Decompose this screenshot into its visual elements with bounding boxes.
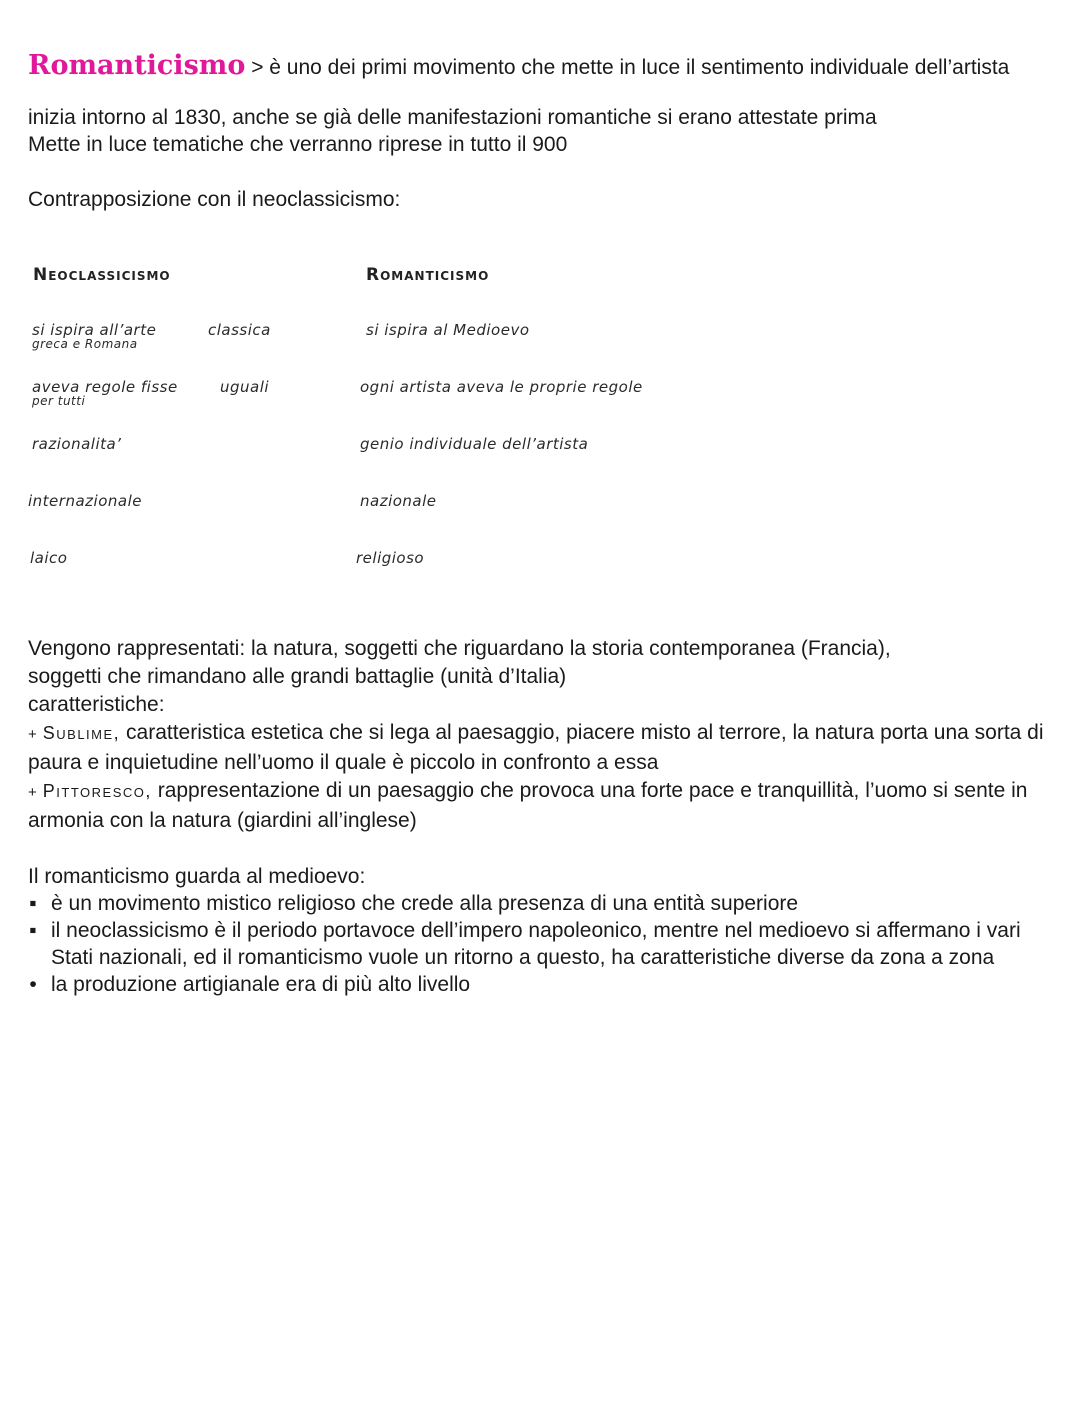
right-cell-2: ogni artista aveva le proprie regole: [360, 378, 643, 396]
left-cell-2: [32, 378, 178, 407]
document-page: [28, 48, 1058, 998]
left-cell-2-main: aveva regole fisse: [32, 378, 178, 396]
left-cell-1-extra: classica: [208, 321, 271, 339]
characteristics-section: [28, 635, 1058, 835]
pittoresco-text: rappresentazione di un paesaggio che provoca una forte pace e tranquillità, l’uomo si sente in armonia con la natura (giardini all’inglese): [28, 779, 1028, 832]
left-cell-2-sub: per tutti: [32, 394, 86, 408]
list-item: [28, 917, 1058, 971]
represented-line-1: Vengono rappresentati: la natura, soggetti che riguardano la storia contemporanea (Francia),: [28, 637, 891, 660]
pittoresco-label: Pittoresco,: [42, 781, 152, 801]
left-cell-2-extra: uguali: [220, 378, 270, 396]
bullet-icon: ▪: [29, 892, 37, 915]
left-cell-5: laico: [30, 549, 68, 567]
left-cell-3: razionalita’: [32, 435, 122, 453]
plus-icon: +: [28, 726, 37, 743]
left-cell-4: internazionale: [28, 492, 142, 510]
neoclassicismo-header: Neoclassicismo: [33, 265, 171, 285]
paragraph-1-line-2: Mette in luce tematiche che verranno riprese in tutto il 900: [28, 133, 568, 156]
paragraph-2: Contrapposizione con il neoclassicismo:: [28, 188, 401, 211]
sublime-label: Sublime,: [42, 723, 121, 743]
romanticismo-header: Romanticismo: [366, 265, 490, 285]
list-item-text: il neoclassicismo è il periodo portavoce dell’impero napoleonico, mentre nel medioevo si affermano i vari Stati nazionali, ed il romanticismo vuole un ritorno a questo, ha caratteristiche diverse da zona a zona: [51, 919, 1021, 969]
comparison-table: [28, 265, 1058, 595]
represented-line-2: soggetti che rimandano alle grandi battaglie (unità d’Italia): [28, 665, 567, 688]
bullet-icon: ▪: [29, 919, 37, 942]
pittoresco-item: [28, 777, 1058, 835]
intro-text: > è uno dei primi movimento che mette in luce il sentimento individuale dell’artista: [245, 56, 1010, 79]
right-cell-5: religioso: [356, 549, 425, 567]
sublime-text: caratteristica estetica che si lega al paesaggio, piacere misto al terrore, la natura porta una sorta di paura e inquietudine nell’uomo il quale è piccolo in confronto a essa: [28, 721, 1044, 774]
list-item-text: la produzione artigianale era di più alto livello: [51, 973, 471, 996]
sublime-item: [28, 719, 1058, 777]
intro-paragraph: [28, 48, 1058, 86]
bullet-icon: •: [29, 973, 37, 996]
characteristics-heading: caratteristiche:: [28, 693, 165, 716]
paragraph-1: [28, 104, 1058, 158]
list-item: [28, 890, 1058, 917]
left-cell-1: [32, 321, 156, 350]
left-cell-1-main: si ispira all’arte: [32, 321, 157, 339]
list-item-text: è un movimento mistico religioso che crede alla presenza di una entità superiore: [51, 892, 799, 915]
plus-icon: +: [28, 784, 37, 801]
page-title: Romanticismo: [28, 50, 246, 81]
paragraph-1-line-1: inizia intorno al 1830, anche se già delle manifestazioni romantiche si erano attestate prima: [28, 106, 877, 129]
left-cell-1-sub: greca e Romana: [32, 337, 138, 351]
list-item: [28, 971, 1058, 998]
medioevo-heading: Il romanticismo guarda al medioevo:: [28, 865, 366, 888]
right-cell-1: si ispira al Medioevo: [366, 321, 530, 339]
right-cell-4: nazionale: [360, 492, 437, 510]
medioevo-list: [28, 890, 1058, 998]
medioevo-section: [28, 863, 1058, 998]
right-cell-3: genio individuale dell’artista: [360, 435, 589, 453]
